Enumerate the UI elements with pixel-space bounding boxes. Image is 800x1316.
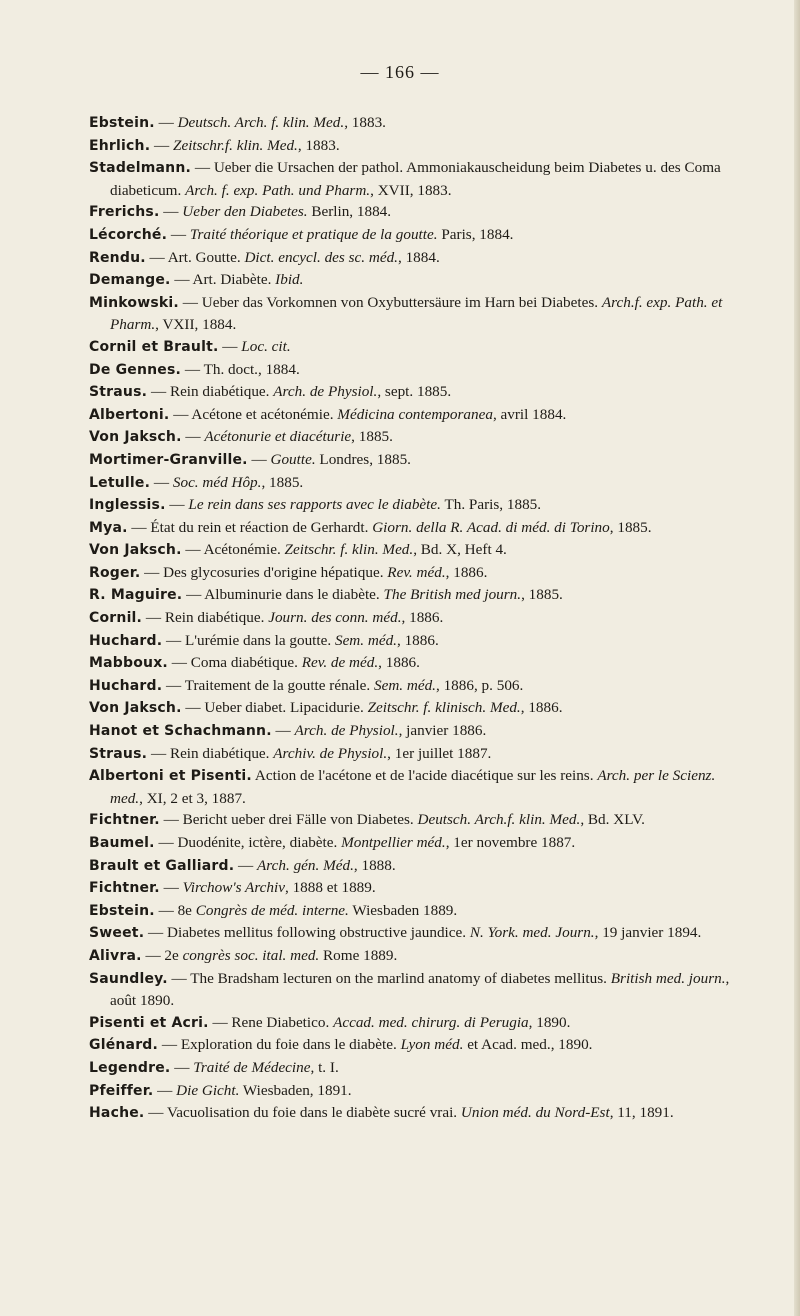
bibliography-entry bbox=[89, 877, 749, 900]
entry-text: — Art. Goutte. bbox=[145, 248, 245, 266]
entry-author: Alivra. bbox=[89, 947, 142, 964]
entry-text-end: , VXII, 1884. bbox=[155, 316, 237, 334]
page-number: — 166 — bbox=[360, 62, 440, 82]
entry-author: Hache. bbox=[89, 1105, 145, 1122]
entry-text: — 8e bbox=[154, 901, 196, 919]
entry-source: Médicina contemporanea bbox=[337, 405, 493, 423]
entry-text-end: , 1886. bbox=[396, 631, 439, 649]
entry-text: — Bericht ueber drei Fälle von Diabetes. bbox=[159, 811, 418, 829]
entry-text: — Vacuolisation du foie dans le diabète sucré vrai. bbox=[144, 1104, 461, 1122]
entry-text: — Th. doct., 1884. bbox=[181, 360, 300, 378]
entry-text-end: , 1885. bbox=[351, 428, 393, 446]
bibliography-entry bbox=[89, 359, 749, 382]
entry-text: — Coma diabétique. bbox=[167, 654, 302, 672]
entry-author: Rendu. bbox=[89, 249, 146, 266]
entry-author: Demange. bbox=[89, 272, 171, 289]
entry-text: — L'urémie dans la goutte. bbox=[162, 631, 335, 649]
entry-text-end: , XVII, 1883. bbox=[370, 181, 452, 199]
bibliography-entry bbox=[89, 562, 749, 585]
entry-source: Deutsch. Arch.f. klin. Med. bbox=[417, 811, 581, 829]
entry-author: De Gennes. bbox=[89, 361, 182, 378]
bibliography-entry bbox=[89, 517, 749, 540]
entry-text-end: Berlin, 1884. bbox=[307, 203, 392, 221]
entry-text: — Ueber das Vorkomnen von Oxybuttersäure im Harn bei Diabetes. bbox=[178, 293, 602, 311]
entry-source: The British med journ. bbox=[383, 586, 522, 604]
entry-source: Rev. de méd. bbox=[301, 654, 379, 672]
entry-text: — Ueber die Ursachen der pathol. Ammoniakauscheidung beim Diabetes u. des Coma diabeticum. bbox=[110, 159, 721, 199]
entry-text: — bbox=[170, 1058, 194, 1076]
entry-text-end: , sept. 1885. bbox=[377, 383, 452, 401]
entry-text: — Acétonémie. bbox=[181, 541, 285, 559]
bibliography-entry bbox=[89, 765, 749, 809]
entry-author: Huchard. bbox=[89, 632, 163, 649]
bibliography-entry bbox=[89, 675, 749, 698]
entry-source: Traité théorique et pratique de la goutte. bbox=[189, 225, 438, 243]
bibliography-entry bbox=[89, 157, 749, 201]
entry-source: Ueber den Diabetes. bbox=[182, 203, 308, 221]
entry-text-end: , Bd. XLV. bbox=[580, 811, 645, 829]
entry-source: Sem. méd. bbox=[334, 631, 397, 649]
entry-author: Saundley. bbox=[89, 970, 168, 987]
entry-text: — Traitement de la goutte rénale. bbox=[162, 676, 374, 694]
entry-author: Lécorché. bbox=[89, 226, 168, 243]
entry-author: Fichtner. bbox=[89, 812, 160, 829]
entry-text-end: , 19 janvier 1894. bbox=[594, 924, 702, 942]
entry-text: — Albuminurie dans le diabète. bbox=[182, 586, 384, 604]
bibliography-entry bbox=[89, 269, 749, 292]
entry-text-end: , 1886. bbox=[378, 654, 420, 672]
entry-text: — Des glycosuries d'origine hépatique. bbox=[140, 563, 388, 581]
bibliography-entry bbox=[89, 224, 749, 247]
entry-author: R. Maguire. bbox=[89, 587, 183, 604]
entry-text-end: , 1883. bbox=[344, 114, 386, 131]
bibliography-entry bbox=[89, 1080, 749, 1103]
entry-source: Journ. des conn. méd. bbox=[268, 609, 402, 627]
entry-source: Arch. gén. Méd. bbox=[257, 856, 354, 874]
bibliography-entry bbox=[89, 832, 749, 855]
entry-source: congrès soc. ital. med. bbox=[182, 946, 320, 964]
entry-text-end: et Acad. med., 1890. bbox=[463, 1036, 593, 1054]
entry-author: Ehrlich. bbox=[89, 137, 151, 154]
entry-text: — Acétone et acétonémie. bbox=[169, 405, 338, 423]
bibliography-entry bbox=[89, 381, 749, 404]
entry-text-end: , XI, 2 et 3, 1887. bbox=[139, 789, 246, 807]
entry-text: — bbox=[181, 428, 205, 446]
entry-text-end: Londres, 1885. bbox=[315, 450, 411, 468]
entry-text-end: Rome 1889. bbox=[319, 946, 398, 964]
bibliography-entry bbox=[89, 247, 749, 270]
entry-text: — bbox=[159, 879, 183, 897]
entry-text: — bbox=[150, 473, 173, 491]
entry-text-end: Wiesbaden 1889. bbox=[348, 901, 458, 919]
bibliography-entry bbox=[89, 201, 749, 224]
entry-text-end: , 11, 1891. bbox=[609, 1104, 674, 1122]
entry-author: Roger. bbox=[89, 564, 141, 581]
bibliography-entry bbox=[89, 945, 749, 968]
entry-source: Goutte. bbox=[270, 450, 316, 468]
entry-text: Action de l'acétone et de l'acide diacétique sur les reins. bbox=[251, 767, 598, 785]
entry-source: N. York. med. Journ. bbox=[469, 924, 595, 942]
entry-author: Huchard. bbox=[89, 677, 163, 694]
entry-source: Arch. per le Scienz. med. bbox=[110, 767, 716, 807]
bibliography-entry bbox=[89, 809, 749, 832]
entry-source: Arch.f. exp. Path. et Pharm. bbox=[110, 293, 723, 334]
entry-source: Die Gicht. bbox=[176, 1081, 240, 1099]
entry-text-end: , 1886. bbox=[445, 563, 488, 581]
entry-source: British med. journ. bbox=[610, 969, 726, 987]
entry-source: Le rein dans ses rapports avec le diabète. bbox=[188, 496, 441, 514]
entry-author: Albertoni. bbox=[89, 406, 170, 423]
entry-author: Frerichs. bbox=[89, 204, 160, 221]
entry-author: Straus. bbox=[89, 745, 148, 762]
entry-text: — bbox=[153, 1081, 177, 1099]
entry-text: — bbox=[247, 450, 271, 468]
entry-source: Giorn. della R. Acad. di méd. di Torino bbox=[372, 518, 610, 536]
entry-source: Deutsch. Arch. f. klin. Med. bbox=[177, 114, 345, 131]
entry-author: Glénard. bbox=[89, 1037, 159, 1054]
entry-author: Ebstein. bbox=[89, 902, 155, 919]
entry-text: — Exploration du foie dans le diabète. bbox=[158, 1036, 401, 1054]
entry-source: Virchow's Archiv bbox=[182, 879, 285, 897]
entry-source: Union méd. du Nord-Est bbox=[460, 1104, 610, 1122]
bibliography-entry bbox=[89, 494, 749, 517]
entry-text: — Duodénite, ictère, diabète. bbox=[154, 834, 342, 851]
bibliography-entry bbox=[89, 630, 749, 653]
entry-text: — The Bradsham lecturen on the marlind anatomy of diabetes mellitus. bbox=[167, 969, 611, 987]
entry-source: Accad. med. chirurg. di Perugia bbox=[333, 1013, 529, 1031]
entry-author: Pfeiffer. bbox=[89, 1082, 154, 1099]
entry-author: Straus. bbox=[89, 384, 148, 401]
entry-text: — Ueber diabet. Lipacidurie. bbox=[181, 699, 368, 717]
entry-source: Traité de Médecine bbox=[193, 1058, 311, 1076]
bibliography-entry bbox=[89, 720, 749, 743]
entry-text-end: Paris, 1884. bbox=[437, 225, 514, 243]
entry-text: — Diabetes mellitus following obstructive jaundice. bbox=[144, 924, 470, 942]
bibliography-entry bbox=[89, 697, 749, 720]
entry-text-end: Th. Paris, 1885. bbox=[440, 496, 542, 514]
entry-text-end: , 1885. bbox=[521, 586, 563, 604]
entry-text-end: Wiesbaden, 1891. bbox=[239, 1081, 352, 1099]
entry-source: Sem. méd. bbox=[373, 676, 436, 694]
entry-text: — bbox=[218, 337, 242, 355]
bibliography-entry bbox=[89, 1102, 749, 1125]
entry-source: Dict. encycl. des sc. méd. bbox=[244, 248, 398, 266]
bibliography-list bbox=[89, 112, 749, 1125]
entry-author: Albertoni et Pisenti. bbox=[89, 768, 252, 785]
entry-text-end: , 1885. bbox=[609, 518, 652, 536]
page-edge bbox=[794, 0, 800, 1316]
entry-source: Acétonurie et diacéturie bbox=[204, 428, 352, 446]
entry-text-end: , 1886. bbox=[401, 609, 444, 627]
entry-source: Lyon méd. bbox=[400, 1036, 464, 1054]
entry-text: — bbox=[234, 856, 258, 874]
entry-text: — bbox=[154, 114, 178, 131]
bibliography-entry bbox=[89, 449, 749, 472]
entry-author: Baumel. bbox=[89, 835, 155, 851]
bibliography-entry bbox=[89, 1057, 749, 1080]
entry-text-end: , 1888 et 1889. bbox=[284, 879, 376, 897]
entry-author: Inglessis. bbox=[89, 497, 166, 514]
bibliography-entry bbox=[89, 743, 749, 766]
entry-source: Soc. méd Hôp. bbox=[172, 473, 262, 491]
entry-text-end: , 1890. bbox=[528, 1013, 571, 1031]
entry-source: Archiv. de Physiol. bbox=[273, 744, 388, 762]
entry-author: Mortimer-Granville. bbox=[89, 451, 248, 468]
bibliography-entry bbox=[89, 135, 749, 158]
entry-text: — bbox=[159, 203, 183, 221]
entry-text: — Rein diabétique. bbox=[142, 609, 269, 627]
entry-text-end: , 1er juillet 1887. bbox=[387, 744, 492, 762]
entry-text-end: , 1886. bbox=[520, 699, 563, 717]
bibliography-entry bbox=[89, 584, 749, 607]
bibliography-entry bbox=[89, 404, 749, 427]
entry-text: — État du rein et réaction de Gerhardt. bbox=[127, 518, 373, 536]
bibliography-entry bbox=[89, 922, 749, 945]
entry-text-end: , avril 1884. bbox=[492, 405, 567, 423]
entry-author: Von Jaksch. bbox=[89, 429, 182, 446]
entry-text-end: , 1er novembre 1887. bbox=[445, 834, 576, 851]
entry-author: Mya. bbox=[89, 519, 128, 536]
bibliography-entry bbox=[89, 336, 749, 359]
entry-source: Loc. cit. bbox=[241, 337, 291, 355]
bibliography-entry bbox=[89, 292, 749, 336]
entry-text-end: , 1885. bbox=[261, 473, 304, 491]
entry-text-end: , 1886, p. 506. bbox=[435, 676, 524, 694]
entry-author: Brault et Galliard. bbox=[89, 857, 235, 874]
bibliography-entry bbox=[89, 539, 749, 562]
bibliography-entry bbox=[89, 607, 749, 630]
bibliography-entry bbox=[89, 652, 749, 675]
entry-source: Ibid. bbox=[275, 271, 304, 289]
entry-author: Letulle. bbox=[89, 474, 151, 491]
entry-author: Cornil. bbox=[89, 610, 143, 627]
entry-author: Stadelmann. bbox=[89, 160, 192, 177]
entry-author: Hanot et Schachmann. bbox=[89, 723, 272, 740]
entry-source: Congrès de méd. interne. bbox=[195, 901, 349, 919]
entry-text-end: , 1884. bbox=[397, 248, 440, 266]
entry-source: Zeitschr. f. klin. Med. bbox=[284, 541, 414, 559]
entry-text: — bbox=[271, 722, 295, 740]
entry-text: — bbox=[165, 496, 189, 514]
entry-text-end: , janvier 1886. bbox=[398, 722, 487, 740]
entry-text-end: , août 1890. bbox=[110, 969, 730, 1010]
entry-author: Mabboux. bbox=[89, 655, 168, 672]
entry-author: Pisenti et Acri. bbox=[89, 1014, 209, 1031]
entry-author: Ebstein. bbox=[89, 115, 155, 131]
entry-text: — Rene Diabetico. bbox=[208, 1013, 334, 1031]
entry-author: Cornil et Brault. bbox=[89, 338, 219, 355]
entry-author: Legendre. bbox=[89, 1059, 171, 1076]
bibliography-entry bbox=[89, 112, 749, 135]
bibliography-entry bbox=[89, 968, 749, 1012]
entry-source: Arch. de Physiol. bbox=[273, 383, 378, 401]
bibliography-entry bbox=[89, 900, 749, 923]
entry-text-end: , t. I. bbox=[310, 1058, 339, 1076]
entry-author: Sweet. bbox=[89, 925, 145, 942]
entry-author: Fichtner. bbox=[89, 880, 160, 897]
bibliography-entry bbox=[89, 1034, 749, 1057]
bibliography-entry bbox=[89, 472, 749, 495]
entry-author: Von Jaksch. bbox=[89, 542, 182, 559]
entry-source: Zeitschr. f. klinisch. Med. bbox=[367, 699, 521, 717]
entry-source: Montpellier méd. bbox=[341, 834, 446, 851]
entry-text: — bbox=[167, 225, 190, 243]
bibliography-entry bbox=[89, 855, 749, 878]
entry-author: Minkowski. bbox=[89, 294, 179, 311]
entry-source: Zeitschr.f. klin. Med. bbox=[173, 136, 298, 154]
entry-text-end: , Bd. X, Heft 4. bbox=[413, 541, 507, 559]
entry-text: — Art. Diabète. bbox=[170, 271, 276, 289]
entry-text-end: , 1883. bbox=[297, 136, 340, 154]
entry-text-end: , 1888. bbox=[353, 856, 396, 874]
entry-text: — bbox=[150, 136, 173, 154]
entry-source: Arch. de Physiol. bbox=[294, 722, 399, 740]
bibliography-entry bbox=[89, 1012, 749, 1035]
entry-text: — 2e bbox=[141, 946, 183, 964]
entry-source: Rev. méd. bbox=[387, 563, 446, 581]
entry-source: Arch. f. exp. Path. und Pharm. bbox=[185, 181, 371, 199]
entry-text: — Rein diabétique. bbox=[147, 383, 274, 401]
entry-author: Von Jaksch. bbox=[89, 700, 182, 717]
entry-text: — Rein diabétique. bbox=[147, 744, 274, 762]
bibliography-entry bbox=[89, 426, 749, 449]
